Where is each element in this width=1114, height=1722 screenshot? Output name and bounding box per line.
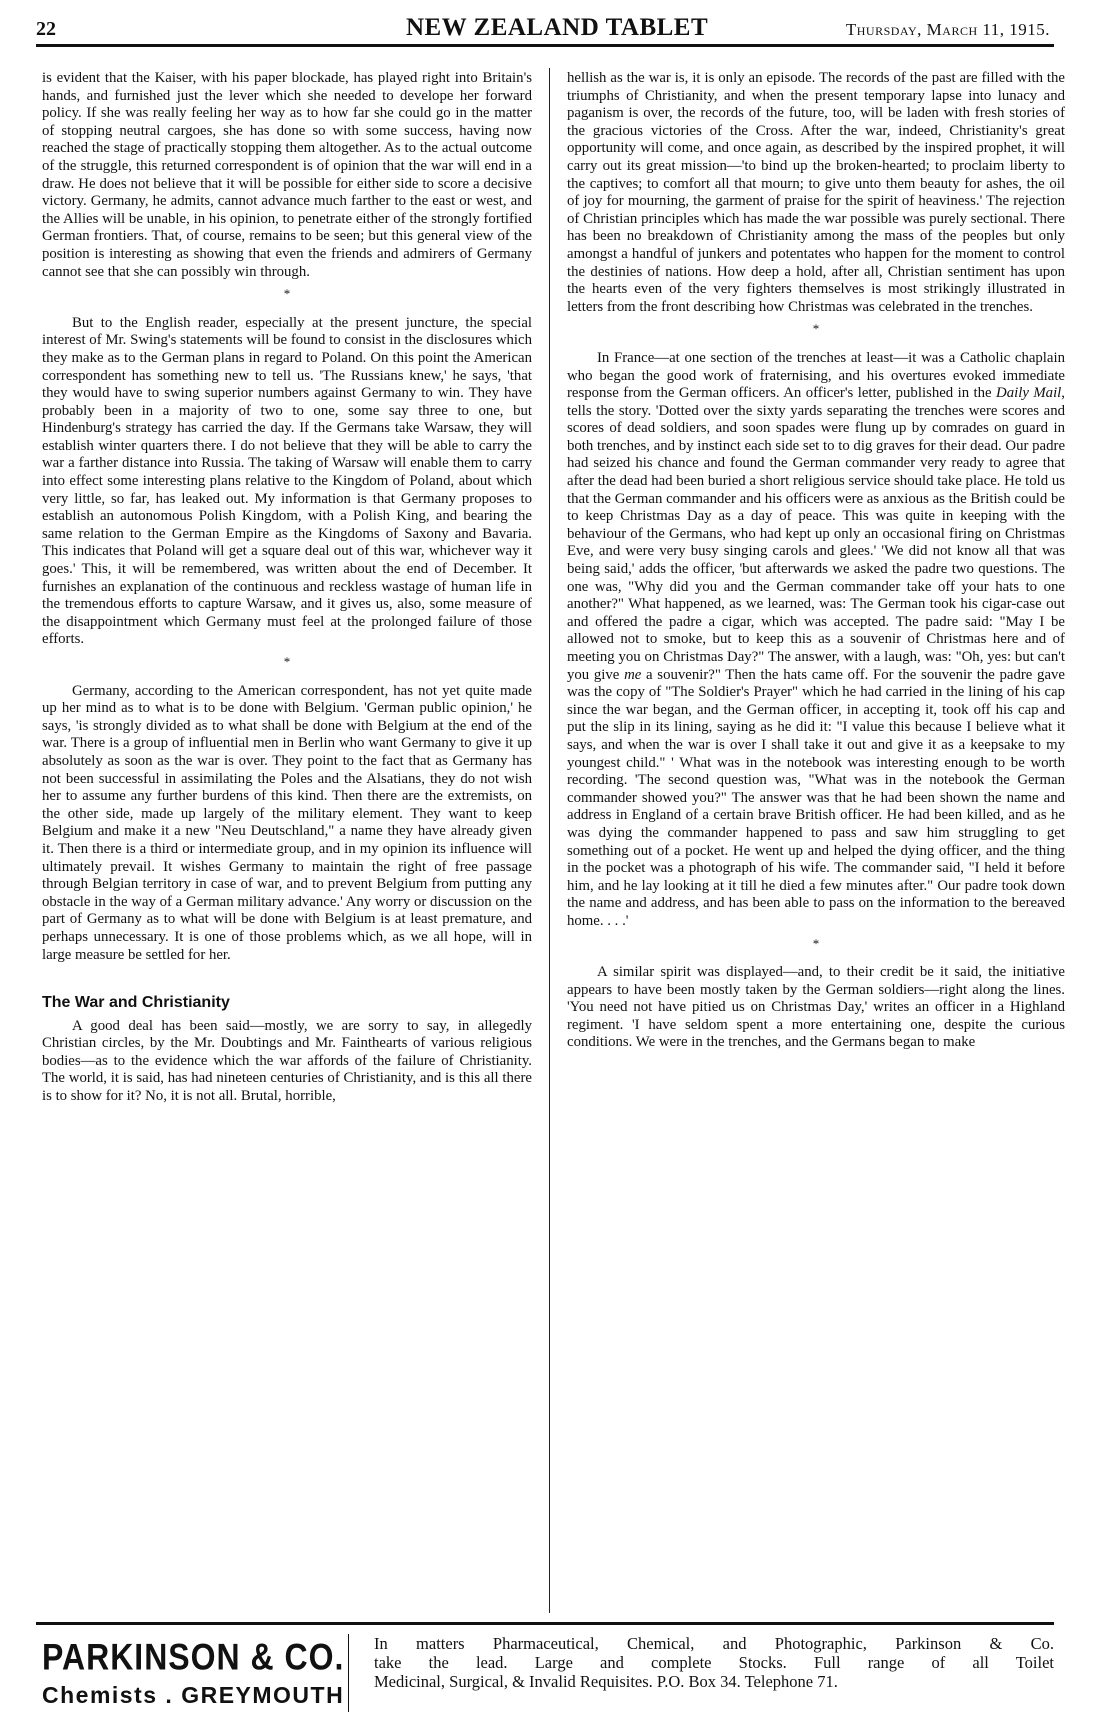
- paragraph-text: , tells the story. 'Dotted over the sixty yards separating the trenches were scores and scores of dead soldiers, and soon spades were flung up by comrades on guard in both trenches, and by instinct each side set to to dig graves for their dead. Our padre had seized his chance and found the German commander very ready to agree that after the dead had been buried a short religious service should take place. He told us that the German commander and his officers were as anxious as the British could be to keep Christmas Day as a day of peace. This was quite in keeping with the behaviour of the Germans, who had kept up only an occasional firing on Christmas Eve, and were very busy singing carols and glees.' 'We did not know all that was being said,' adds the officer, 'but afterwards we asked the padre two questions. The one was, "Why did you and the German commander take off your hats to one another?" What happened, as we learned, was: The German took his cigar-case out and offered the padre a cigar, which was accepted. The padre said: "May I be allowed not to smoke, but to keep this as a souvenir of Christmas here and of meeting you on Christmas Day?" The answer, with a laugh, was: "Oh, yes: but can't you give: [567, 385, 1066, 683]
- left-column: [42, 70, 532, 1106]
- paragraph-text: In France—at one section of the trenches at least—it was a Catholic chaplain who began the good work of fraternising, and his overtures evoked immediate response from the German officers. An officer's letter, published in the: [567, 349, 1065, 402]
- section-star: *: [283, 654, 291, 669]
- paragraph: hellish as the war is, it is only an episode. The records of the past are filled with the triumphs of Christianity, and when the present temporary lapse into lunacy and paganism is over, the records of the future, too, will be laden with fresh stories of the gracious victories of the Cross. After the war, indeed, Christianity's great opportunity will come, and once again, as described by the inspired prophet, it will carry out its great mission—'to bind up the broken-hearted; to proclaim liberty to the captives; to comfort all that mourn; to give unto them beauty for ashes, the oil of joy for mourning, the garment of praise for the spirit of heaviness.' The rejection of Christian principles which has made the war possible was purely sectional. There has been no breakdown of Christianity among the mass of the peoples but only amongst a handful of junkers and potentates who happen for the moment to control the destinies of nations. How deep a hold, after all, Christian sentiment has upon the hearts even of the very fighters themselves is most strikingly illustrated in letters from the front describing how Christmas was celebrated in the trenches.: [567, 70, 1065, 315]
- footer-rule: [36, 1622, 1054, 1625]
- advert-subline: Chemists . GREYMOUTH: [42, 1682, 345, 1708]
- advert-divider: [348, 1634, 349, 1712]
- newspaper-title: Daily Mail: [996, 385, 1062, 402]
- section-star: *: [812, 321, 820, 337]
- paragraph: Germany, according to the American correspondent, has not yet quite made up her mind as to what is to be done with Belgium. 'German public opinion,' he says, 'is strongly divided as to what shall be done with Belgium at the end of the war. There is a group of influential men in Berlin who want Germany to give it up absolutely as soon as the war is over. They point to the fact that as Germany has not been successful in assimilating the Poles and the Alsatians, they do not wish her to assume any further burdens of this kind. Then there are the extremists, on the other side, made up largely of the military element. They want to keep Belgium and make it a new "Neu Deutschland," a name they have already given it. Then there is a third or intermediate group, and in my opinion its influence will ultimately prevail. It wishes Germany to maintain the right of free passage through Belgian territory in case of war, and to prevent Belgium from putting any obstacle in the way of a German military advance.' Any worry or discussion on the part of Germany as to what will be done with Belgium is at least premature, and perhaps unnecessary. It is one of those problems which, as we all hope, will in large measure be settled for her.: [42, 682, 532, 963]
- paragraph: But to the English reader, especially at the present juncture, the special interest of Mr. Swing's statements will be found to consist in the disclosures which they make as to the German plans in regard to Poland. On this point the American correspondent has something new to tell us. 'The Russians knew,' he says, 'that they would have to swing superior numbers against Germany to win. They have probably been in a majority of two to one, some say three to one, but Hindenburg's strategy has carried the day. If the Germans take Warsaw, they will establish winter quarters there. I do not believe that they will be able to carry the war a farther distance into Russia. The taking of Warsaw will enable them to carry into effect some interesting plans relative to the Kingdom of Poland, about which very little, so far, has leaked out. My information is that Germany proposes to establish an autonomous Polish Kingdom, with a Polish King, and bearing the same relation to the German Empire as the Kingdoms of Saxony and Bavaria. This indicates that Poland will get a square deal out of this war, whichever way it goes.' This, it will be remembered, was written about the end of December. It furnishes an explanation of the continuous and reckless wastage of human life in the tremendous efforts to capture Warsaw, and it gives us, also, some measure of the disappointment which Germany must feel at the prolonged failure of those efforts.: [42, 314, 532, 648]
- advert-brand: PARKINSON & CO.: [42, 1636, 345, 1678]
- advert-line: In matters Pharmaceutical, Chemical, and Photographic, Parkinson & Co.: [374, 1634, 1054, 1653]
- section-heading: The War and Christianity: [42, 994, 230, 1012]
- advert-copy: [374, 1634, 1054, 1691]
- page-number: 22: [36, 18, 56, 40]
- section-star: *: [283, 286, 291, 302]
- right-column: [567, 70, 1065, 1052]
- page-header: [36, 16, 1054, 47]
- issue-date: Thursday, March 11, 1915.: [845, 20, 1050, 39]
- advert-line: take the lead. Large and complete Stocks. Full range of all Toilet: [374, 1653, 1054, 1672]
- masthead: NEW ZEALAND TABLET: [406, 14, 709, 41]
- paragraph: A similar spirit was displayed—and, to their credit be it said, the initiative appears to have been mostly taken by the German soldiers—right along the lines. 'You need not have pitied us on Christmas Day,' writes an officer in a Highland regiment. 'I have seldom spent a more entertaining one, despite the curious conditions. We were in the trenches, and the Germans began to make: [567, 964, 1065, 1051]
- section-star: *: [812, 935, 820, 951]
- paragraph: [567, 350, 1065, 931]
- paragraph-text: a souvenir?" Then the hats came off. For the souvenir the padre gave was the copy of "The Soldier's Prayer" which he had carried in the lining of his cap since the war began, and the German officer, in accepting it, took off his cap and put the slip in its lining, saying as he did it: "I value this because I believe what it says, and when the war is over I shall take it out and give it as a keepsake to my youngest child." ' What was in the notebook was interesting enough to be worth recording. 'The second question was, "What was in the notebook the German commander showed you?" The answer was that he had been shown the name and address in England of a certain brave British officer. He had been killed, and as he was dying the commander happened to pass and saw him struggling to get something out of a pocket. He went up and helped the dying officer, and the thing in the pocket was a photograph of his wife. The commander said, "I held it before him, and he lay looking at it till he died a few minutes after." Our padre took down the name and address, and has been able to pass on the information to the bereaved home. . . .': [567, 666, 1065, 929]
- column-divider: [549, 68, 550, 1613]
- paragraph: A good deal has been said—mostly, we are sorry to say, in allegedly Christian circles, by the Mr. Doubtings and Mr. Fainthearts of various religious bodies—as to the evidence which the war affords of the failure of Christianity. The world, it is said, has had nineteen centuries of Christianity, and is this all there is to show for it? No, it is not all. Brutal, horrible,: [42, 1017, 532, 1105]
- advertisement: [36, 1630, 1054, 1720]
- emphasis: me: [624, 666, 642, 683]
- paragraph: is evident that the Kaiser, with his paper blockade, has played right into Britain's hands, and furnished just the lever which she needed to develope her forward policy. If she was really feeling her way as to how far she could go in the matter of stopping neutral cargoes, she has done so with some success, having now reached the stage of practically stopping them altogether. As to the actual outcome of the struggle, this returned correspondent is of opinion that the war will end in a draw. He does not believe that it will be possible for either side to score a decisive victory. Germany, he admits, cannot advance much farther to the east or west, and the Allies will be unable, in his opinion, to penetrate either of the strongly fortified German frontiers. That, of course, remains to be seen; but this general view of the position is interesting as showing that even the friends and admirers of Germany cannot see that she can possibly win through.: [42, 70, 532, 280]
- advert-line: Medicinal, Surgical, & Invalid Requisites. P.O. Box 34. Telephone 71.: [374, 1672, 838, 1691]
